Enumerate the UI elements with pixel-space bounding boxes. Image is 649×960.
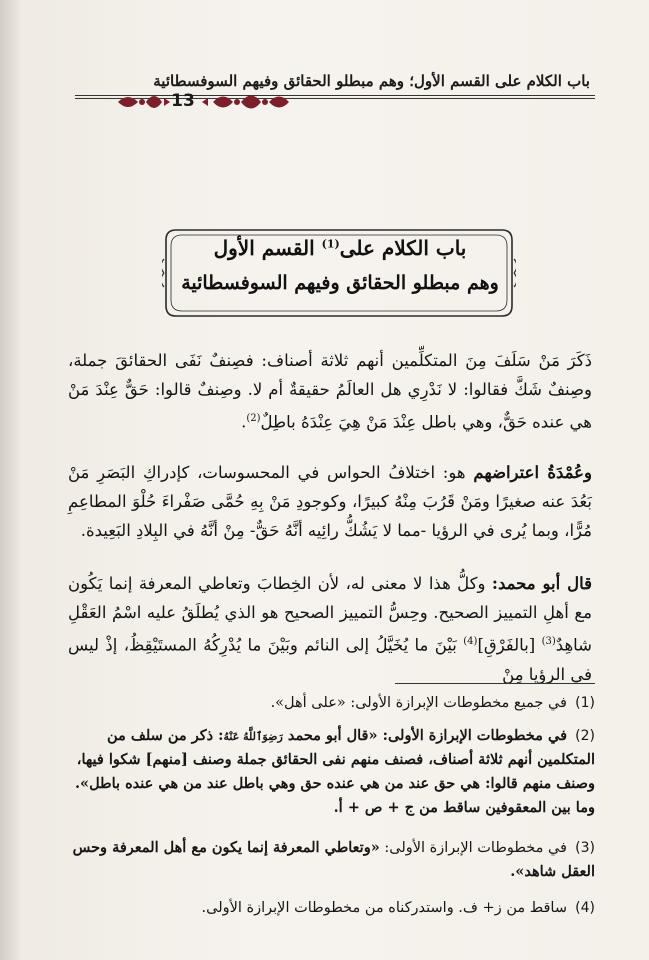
footnote-3: (3)في مخطوطات الإبرازة الأولى: «وتعاطي المعرفة إنما يكون مع أهل المعرفة وحس العقل شاهد».: [72, 839, 595, 880]
footnote-ref-1: (1): [321, 237, 340, 251]
header-ornament: [118, 88, 378, 116]
ornament-right-icon: [202, 96, 289, 109]
running-header-title: باب الكلام على القسم الأول؛ وهم مبطلو الحقائق وفيهم السوفسطائية: [153, 72, 590, 90]
honorific: رَضِوَٱللَّهُ عَنْهُ: [223, 730, 283, 743]
paragraph-1: ذَكَرَ مَنْ سَلَفَ مِنَ المتكلِّمين أنهم ثلاثة أصناف: فصِنفٌ نَفَى الحقائقَ جملة، وصِنفٌ شَكَّ فقالوا: لا نَدْرِي هل العالَمُ حقيقةٌ أم لا. وصِنفٌ قالوا: حَقٌّ عِنْدَ مَنْ هي عنده حَقٌّ، وهي باطل عِنْدَ مَنْ هِيَ عِنْدَهُ باطِلٌ$^{(2)}$.: [68, 351, 592, 432]
page-gutter-shadow: [0, 0, 22, 960]
footnote-ref-4: (4): [463, 636, 478, 647]
ornament-left-icon: [118, 96, 170, 108]
paragraph-3: قال أبو محمد: وكلُّ هذا لا معنى له، لأن الخِطابَ وتعاطي المعرفة إنما يَكُون مع أهلِ التمييز الصحيح. وحِسُّ التمييز الصحيح هو الذي يُطلَقُ عليه اسْمُ العَقْلِ شاهِدٌ$^{(3)}$ [بالفَرْقِ]$^{(4)}$ بَيْنَ ما يُخَيَّلُ إلى النائم وبَيْنَ ما يُدْرِكُهُ المستَيْقِظُ، إذْ ليس في الرؤيا مِنْ: [68, 574, 593, 684]
paragraph-2-lead: وعُمْدَةُ اعتراضهم: [473, 463, 592, 482]
page-number: 13: [171, 91, 195, 111]
chapter-title-line-2: وهم مبطلو الحقائق وفيهم السوفسطائية: [181, 272, 499, 294]
paragraph-2: وعُمْدَةُ اعتراضهم هو: اختلافُ الحواس في المحسوسات، كإدراكِ البَصَرِ مَنْ بَعُدَ عنه صغيرًا ومَنْ قَرُبَ مِنْهُ كبيرًا، وكوجودِ مَنْ بِهِ حُمَّى صَفْراءَ حُلْوَ المطاعِمِ مُرًّا، وبما يُرى في الرؤيا -مما لا يَشُكُّ رائِيه أنَّهُ حَقٌّ- مِنْ أنَّهُ في البِلادِ البَعِيدة.: [68, 463, 592, 540]
footnote-ref-3: (3): [541, 636, 556, 647]
footnote-2: (2)في مخطوطات الإبرازة الأولى: «قال أبو محمد رَضِوَٱللَّهُ عَنْهُ: ذكر من سلف من المتكلمين أنهم ثلاثة أصناف، فصنف منهم نفى الحقائق جملة وصنف [منهم] شكوا فيها، وصنف منهم قالوا: هي حق عند من هي عنده حق وهي باطل عند من هي عنده باطل». وما بين المعقوفين ساقط من ج + ص + أ.: [74, 727, 595, 816]
chapter-title-line-1: باب الكلام على$^{(1)}$ القسم الأول: [213, 236, 467, 260]
footnote-1: (1)في جميع مخطوطات الإبرازة الأولى: «على أهل».: [270, 695, 595, 711]
footnote-separator: [395, 683, 595, 684]
footnote-ref-2: (2): [246, 413, 261, 424]
paragraph-3-lead: قال أبو محمد:: [491, 574, 592, 593]
footnote-4: (4)ساقط من ز+ ف. واستدركناه من مخطوطات الإبرازة الأولى.: [201, 900, 595, 916]
